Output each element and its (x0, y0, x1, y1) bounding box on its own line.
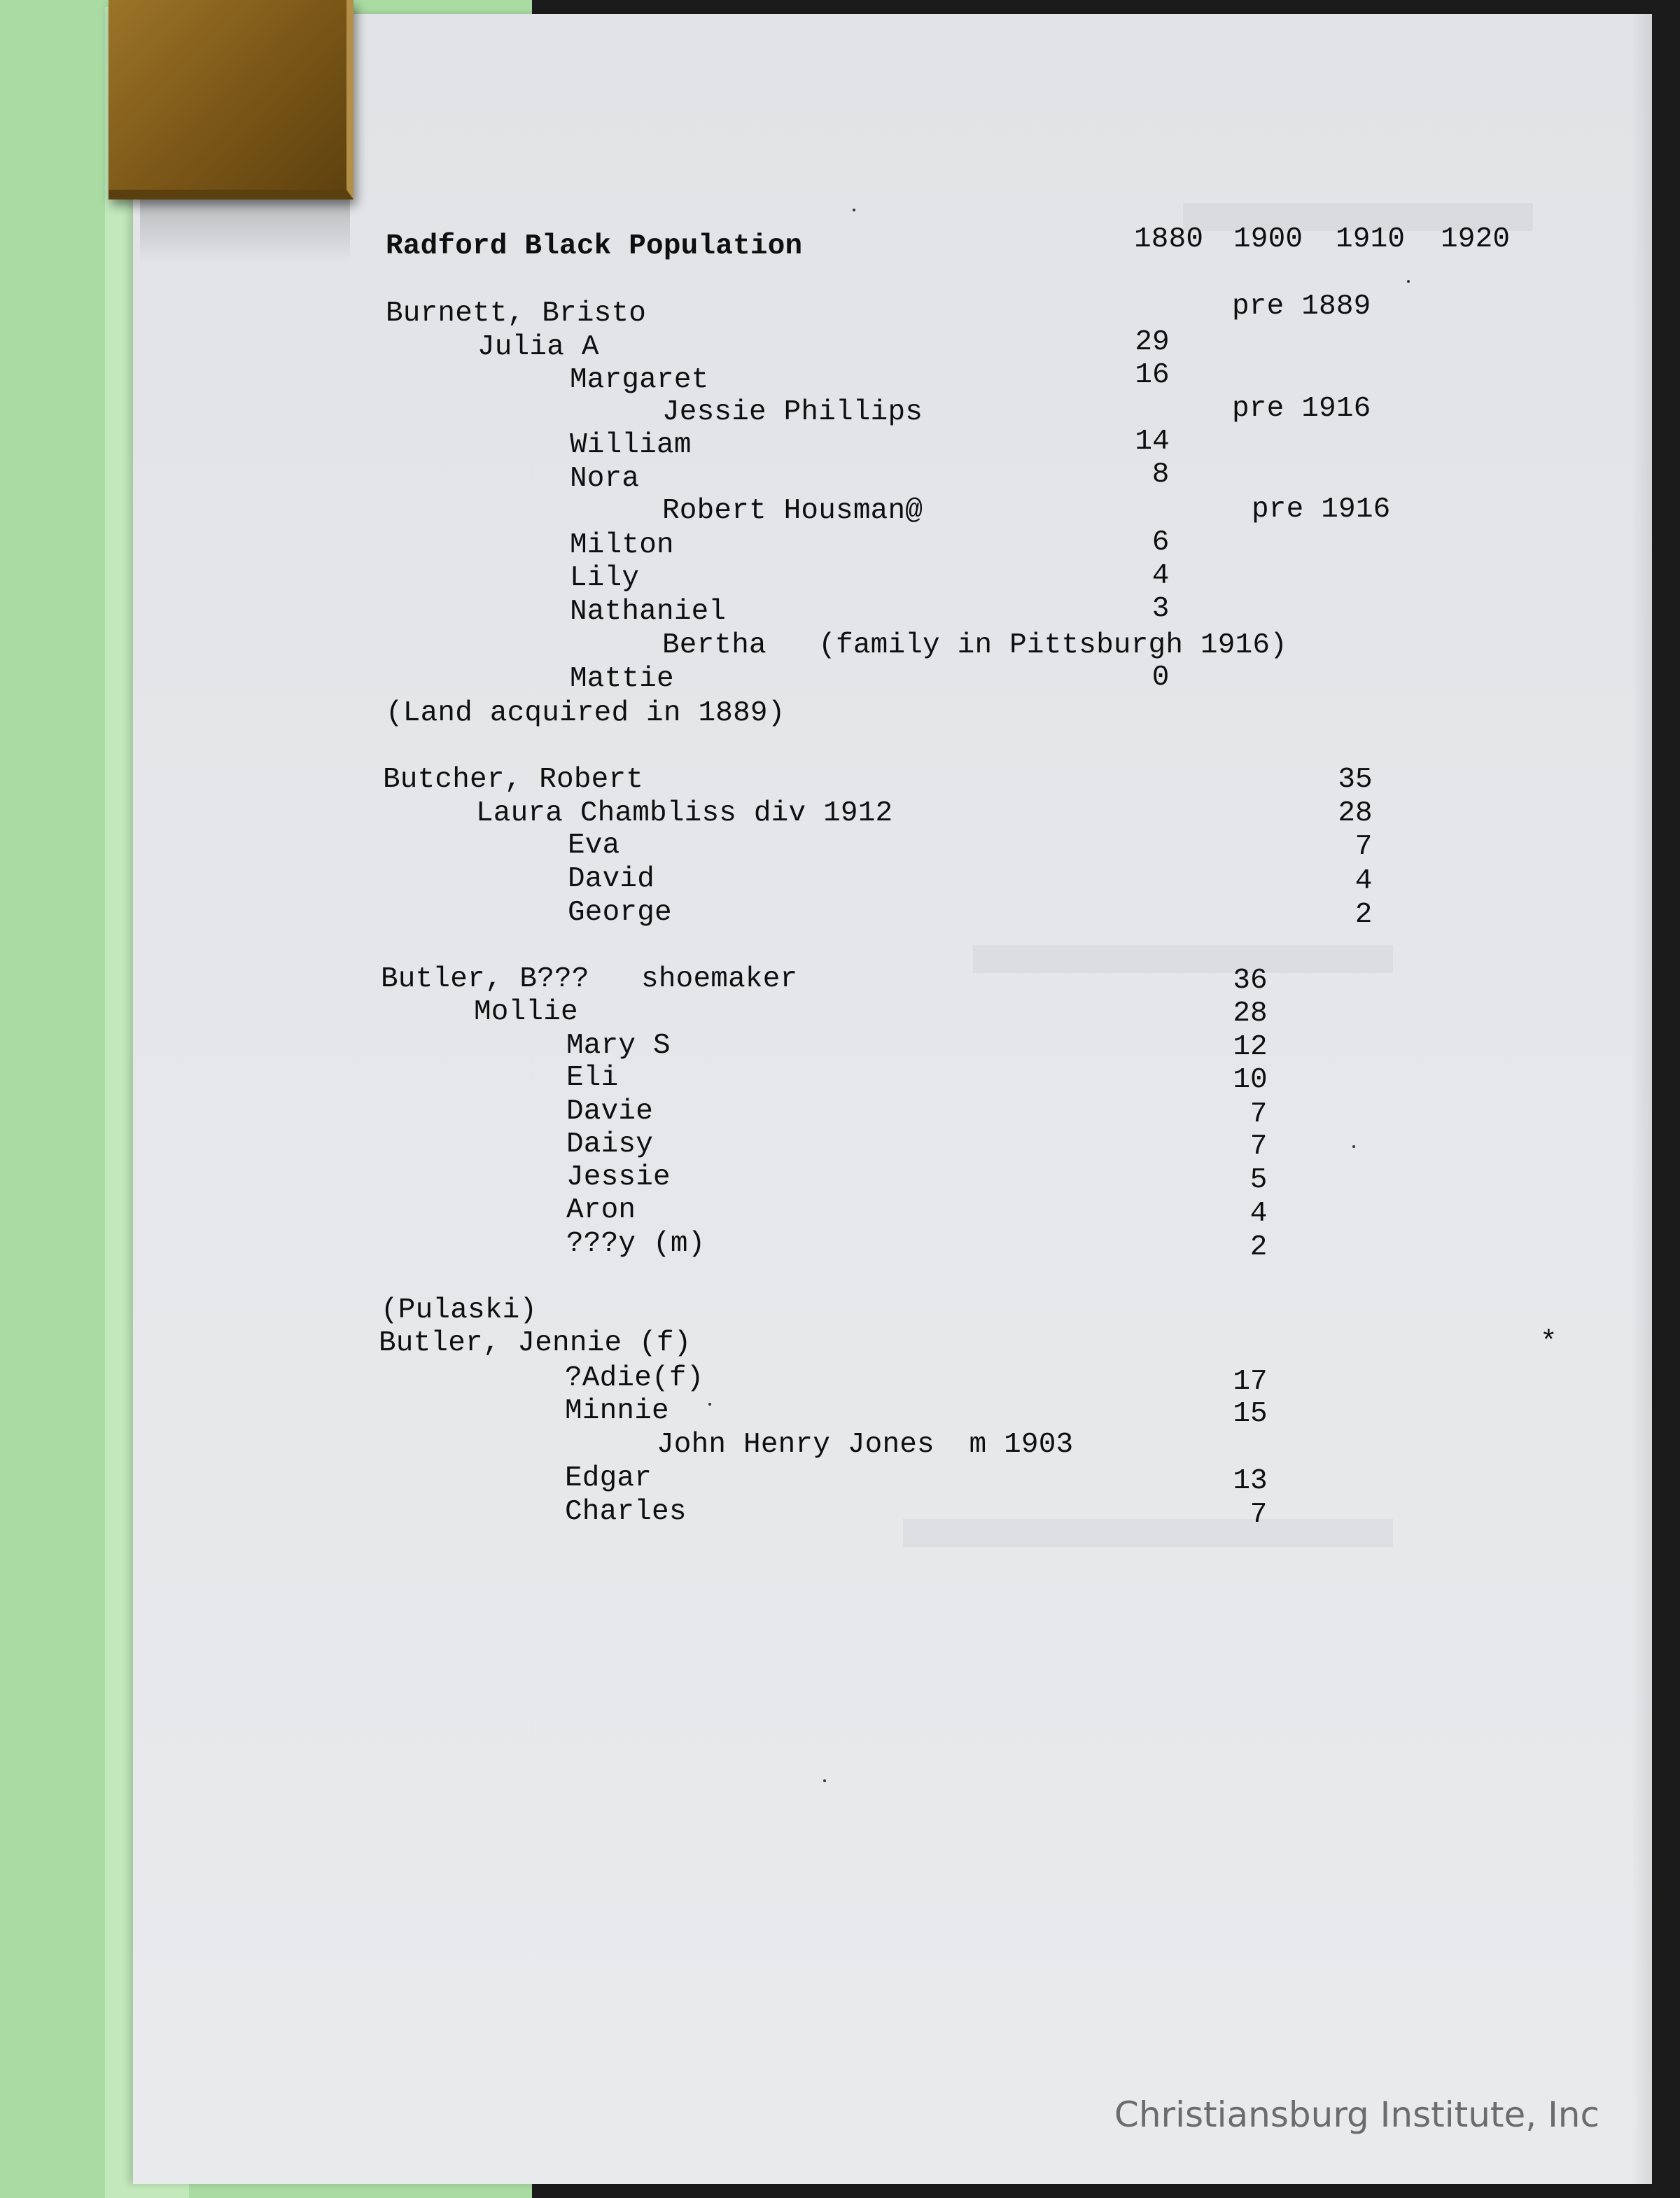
butler-b-mary-age: 12 (1233, 1031, 1268, 1063)
butler-b-child-eli: Eli (566, 1062, 619, 1094)
burnett-child-william: William (570, 429, 692, 461)
burnett-head-note: pre 1889 (1232, 290, 1371, 323)
document-page (133, 14, 1652, 2184)
burnett-child-margaret: Margaret (570, 364, 709, 396)
year-header-1900: 1900 (1233, 223, 1303, 255)
burnett-mattie-age: 0 (1152, 662, 1170, 694)
butler-jennie-child-charles: Charles (565, 1496, 687, 1528)
speck (1407, 280, 1410, 283)
burnett-bertha-note: Bertha (family in Pittsburgh 1916) (662, 629, 1287, 662)
butler-jennie-spouse-john-henry-jones: John Henry Jones m 1903 (657, 1429, 1074, 1461)
butcher-wife: Laura Chambliss div 1912 (476, 797, 893, 830)
speck (1352, 1145, 1355, 1148)
family-head-butler-jennie: Butler, Jennie (f) (379, 1327, 692, 1359)
butler-jennie-edgar-age: 13 (1233, 1465, 1268, 1497)
asterisk-mark: * (1540, 1326, 1558, 1359)
butler-b-child-unknown: ???y (m) (566, 1228, 706, 1260)
family-head-butcher: Butcher, Robert (383, 764, 644, 796)
burnett-child-milton: Milton (570, 529, 674, 561)
butcher-eva-age: 7 (1354, 831, 1373, 863)
watermark-text: Christiansburg Institute, Inc (1114, 2094, 1600, 2135)
butler-b-child-mary: Mary S (566, 1030, 671, 1062)
family-head-butler-b: Butler, B??? shoemaker (381, 963, 798, 995)
butcher-david-age: 4 (1354, 865, 1373, 897)
butler-b-jessie-age: 5 (1250, 1164, 1268, 1196)
burnett-margaret-age: 16 (1135, 359, 1170, 391)
burnett-child-nathaniel: Nathaniel (570, 596, 727, 628)
speck (708, 1403, 711, 1406)
butler-jennie-minnie-age: 15 (1233, 1398, 1268, 1430)
butler-b-davie-age: 7 (1250, 1098, 1268, 1130)
butler-b-child-jessie: Jessie (566, 1161, 671, 1194)
butler-b-wife: Mollie (474, 996, 578, 1028)
year-header-1880: 1880 (1134, 223, 1204, 255)
butler-jennie-child-minnie: Minnie (565, 1395, 669, 1427)
butcher-child-george: George (568, 897, 672, 929)
burnett-child-lily: Lily (570, 562, 640, 594)
butcher-child-david: David (568, 863, 655, 895)
burnett-child-mattie: Mattie (570, 663, 674, 695)
butcher-head-age: 35 (1338, 764, 1373, 796)
speck (823, 1779, 826, 1782)
binder-clip (108, 0, 354, 200)
butler-b-eli-age: 10 (1233, 1064, 1268, 1096)
family-head-burnett: Burnett, Bristo (386, 298, 647, 330)
butler-b-child-aron: Aron (566, 1194, 636, 1226)
clip-shadow (140, 200, 350, 262)
burnett-wife: Julia A (477, 331, 599, 363)
county-label-pulaski: (Pulaski) (381, 1294, 538, 1326)
burnett-spouse-robert-housman: Robert Housman@ (662, 495, 923, 527)
butler-b-unknown-age: 2 (1250, 1231, 1268, 1264)
burnett-william-age: 14 (1135, 426, 1170, 458)
burnett-jessie-phillips-note: pre 1916 (1232, 393, 1371, 425)
burnett-wife-age: 29 (1135, 326, 1170, 358)
burnett-spouse-jessie-phillips: Jessie Phillips (662, 396, 923, 428)
butler-b-aron-age: 4 (1250, 1198, 1268, 1230)
speck (853, 209, 855, 211)
burnett-nathaniel-age: 3 (1152, 593, 1170, 625)
butcher-wife-age: 28 (1338, 797, 1373, 830)
burnett-land-note: (Land acquired in 1889) (386, 697, 785, 729)
butcher-george-age: 2 (1354, 899, 1373, 931)
butler-jennie-child-adie: ?Adie(f) (565, 1362, 704, 1394)
butler-b-child-daisy: Daisy (566, 1128, 654, 1161)
butler-b-head-age: 36 (1233, 965, 1268, 997)
page-title: Radford Black Population (386, 230, 803, 262)
butler-b-child-davie: Davie (566, 1096, 654, 1128)
bleed-through-mark (903, 1519, 1393, 1547)
year-header-1910: 1910 (1336, 223, 1406, 255)
burnett-nora-age: 8 (1152, 458, 1170, 491)
year-header-1920: 1920 (1441, 223, 1511, 255)
page-edge-shadow (1631, 14, 1652, 2184)
butler-jennie-child-edgar: Edgar (565, 1462, 652, 1494)
burnett-robert-housman-note: pre 1916 (1252, 493, 1391, 526)
bleed-through-mark (973, 945, 1393, 973)
butler-b-wife-age: 28 (1233, 997, 1268, 1030)
burnett-child-nora: Nora (570, 463, 640, 495)
butler-jennie-charles-age: 7 (1250, 1499, 1268, 1531)
butler-jennie-adie-age: 17 (1233, 1366, 1268, 1398)
burnett-lily-age: 4 (1152, 560, 1170, 592)
burnett-milton-age: 6 (1152, 526, 1170, 559)
butler-b-daisy-age: 7 (1250, 1130, 1268, 1163)
butcher-child-eva: Eva (568, 830, 620, 862)
